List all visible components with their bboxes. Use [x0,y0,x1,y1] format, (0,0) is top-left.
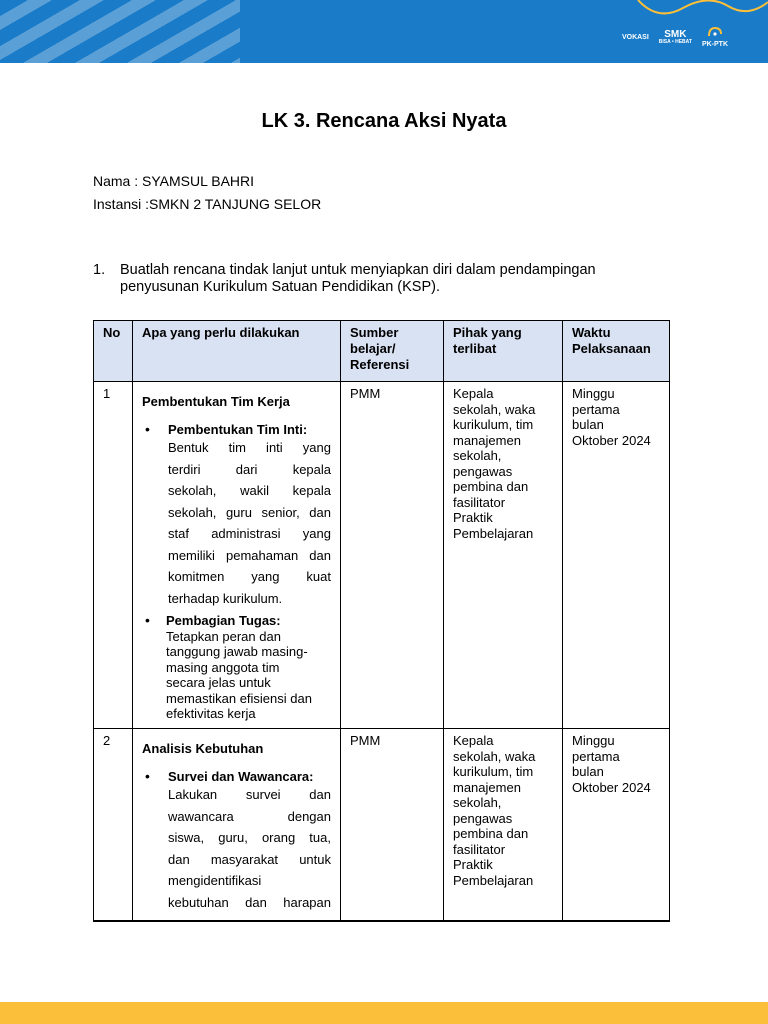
table-header-row [94,321,670,382]
bullet-line: masing anggota tim [166,659,280,675]
bullet-line: sekolah, wakil kepala [168,483,331,498]
bullet-line: siswa, guru, orang tua, [168,830,331,845]
instruction-text [120,262,596,296]
header-time-line: Waktu [572,325,611,340]
bullet-line: Tetapkan peran dan [166,628,281,644]
header-time-line: Pelaksanaan [572,341,651,356]
bullet-icon: • [145,420,150,437]
party-line: manajemen [453,432,521,448]
header-banner [0,0,768,63]
party-line: Pembelajaran [453,872,534,888]
bullet-line: tanggung jawab masing- [166,644,308,659]
row-time [563,729,670,922]
instruction-line-1: Buatlah rencana tindak lanjut untuk menyiapkan diri dalam pendampingan [120,262,596,278]
pk-ptk-icon [707,26,723,38]
party-line: pengawas [453,463,513,479]
activity-bullet [142,422,331,610]
activity-bullet [142,613,331,722]
logo-vokasi: VOKASI [621,33,649,41]
time-line: Minggu [572,386,615,401]
table-row [94,729,670,922]
bullet-line: memiliki pemahaman dan [168,547,331,563]
bullet-line: kebutuhan dan harapan [168,894,331,910]
party-line: sekolah, [453,795,502,810]
bullet-line: wawancara dengan [168,808,331,824]
bullet-title: Survei dan Wawancara: [168,768,314,784]
activity-heading: Analisis Kebutuhan [142,741,264,756]
header-logos [622,26,728,49]
row-party [444,382,563,729]
party-line: Pembelajaran [453,525,534,541]
bullet-line: terhadap kurikulum. [168,590,283,606]
row-number: 2 [94,729,133,922]
time-line: Oktober 2024 [572,779,651,795]
row-activity [133,729,341,922]
bullet-line: terdiri dari kepala [168,461,331,477]
bullet-title: Pembagian Tugas: [166,613,281,628]
bullet-line: dan masyarakat untuk [168,851,331,867]
bullet-line: secara jelas untuk [166,675,271,690]
logo-smk [658,28,692,45]
time-line: bulan [572,417,604,432]
time-line: bulan [572,764,604,779]
party-line: pengawas [453,810,513,826]
header-activity: Apa yang perlu dilakukan [133,321,341,382]
bullet-line: mengidentifikasi [168,873,262,888]
time-line: Oktober 2024 [572,432,651,448]
party-line: sekolah, waka [453,401,536,417]
logo-smk-text: SMK [664,28,687,40]
footer-bar [0,1002,768,1024]
action-plan-table [93,320,670,922]
header-source-line: Referensi [350,357,410,372]
header-party-line: terlibat [453,341,497,356]
party-line: sekolah, waka [453,748,536,764]
party-line: Praktik [453,857,493,872]
bullet-icon: • [145,612,150,628]
bullet-line: staf administrasi yang [168,526,331,541]
party-line: manajemen [453,779,521,795]
table-row [94,382,670,729]
banner-stripes [0,0,240,63]
identity-block [93,170,321,216]
instruction-line-2: penyusunan Kurikulum Satuan Pendidikan (KSP). [120,279,440,295]
logo-pk-ptk [702,26,728,49]
bullet-line: Lakukan survei dan [168,787,331,802]
bullet-line: Bentuk tim inti yang [168,440,331,455]
party-line: kurikulum, tim [453,764,534,779]
row-source: PMM [341,382,444,729]
party-line: pembina dan [453,826,529,841]
activity-heading: Pembentukan Tim Kerja [142,394,290,409]
party-line: Kepala [453,386,494,401]
time-line: pertama [572,748,620,764]
page-title: LK 3. Rencana Aksi Nyata [261,110,507,132]
bullet-line: efektivitas kerja [166,706,256,721]
party-line: Praktik [453,510,493,525]
party-line: kurikulum, tim [453,417,534,432]
bullet-line: memastikan efisiensi dan [166,690,312,706]
header-source-line: Sumber [350,325,399,340]
bullet-line: komitmen yang kuat [168,569,331,584]
bullet-title: Pembentukan Tim Inti: [168,421,308,437]
logo-pk-ptk-text: PK-PTK [701,41,728,48]
header-party-line: Pihak yang [453,325,522,340]
logo-smk-sub: BISA • HEBAT [658,38,692,45]
banner-curves [628,0,768,20]
row-party [444,729,563,922]
instruction-item [93,262,653,296]
party-line: pembina dan [453,479,529,494]
row-activity [133,382,341,729]
party-line: Kepala [453,733,494,748]
instansi-line: Instansi :SMKN 2 TANJUNG SELOR [93,196,322,212]
row-source: PMM [341,729,444,922]
row-time [563,382,670,729]
activity-bullet [142,769,331,914]
instruction-number: 1. [93,262,106,278]
nama-line: Nama : SYAMSUL BAHRI [93,173,255,189]
party-line: fasilitator [453,841,506,857]
header-source [341,321,444,382]
bullet-line: sekolah, guru senior, dan [168,504,331,520]
row-number: 1 [94,382,133,729]
time-line: Minggu [572,733,615,748]
header-source-line: belajar/ [350,341,396,356]
party-line: fasilitator [453,494,506,510]
header-party [444,321,563,382]
time-line: pertama [572,401,620,417]
bullet-icon: • [145,767,150,784]
header-time [563,321,670,382]
party-line: sekolah, [453,448,502,463]
header-no: No [94,321,133,382]
